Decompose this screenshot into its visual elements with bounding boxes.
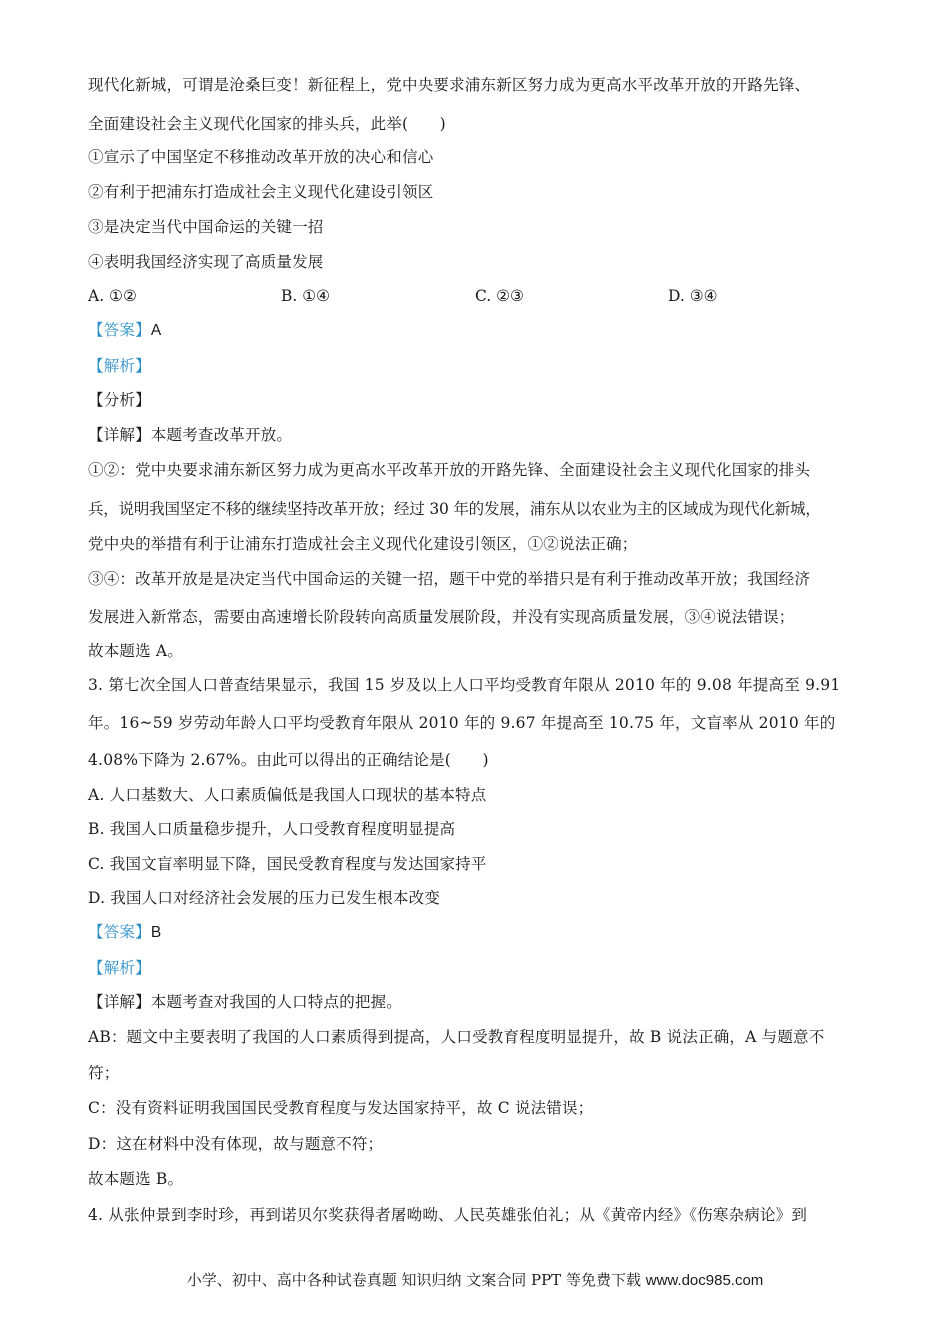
q3-detail-line-5: D：这在材料中没有体现，故与题意不符； — [88, 1135, 384, 1153]
q2-option-b: B. ①④ — [281, 287, 331, 305]
q2-detail-line-3: 兵，说明我国坚定不移的继续坚持改革开放；经过 30 年的发展，浦东从以农业为主的区域成为现代化新城， — [88, 500, 821, 518]
answer-tag: 【答案】 — [88, 321, 151, 339]
q2-item-4: ④表明我国经济实现了高质量发展 — [88, 253, 324, 271]
q2-detail-line-2: ①②：党中央要求浦东新区努力成为更高水平改革开放的开路先锋、全面建设社会主义现代化国家的排头 — [88, 461, 811, 479]
q2-option-a: A. ①② — [88, 287, 137, 305]
q2-analysis-tag: 【解析】 — [88, 357, 151, 375]
q2-detail-line-1: 【详解】本题考查改革开放。 — [88, 426, 293, 444]
q3-stem-line-3: 4.08%下降为 2.67%。由此可以得出的正确结论是( ) — [88, 751, 489, 769]
q3-conclusion: 故本题选 B。 — [88, 1170, 184, 1188]
q2-option-c: C. ②③ — [475, 287, 524, 305]
q2-conclusion: 故本题选 A。 — [88, 642, 184, 660]
q3-option-b: B. 我国人口质量稳步提升，人口受教育程度明显提高 — [88, 820, 456, 838]
q2-stem-line-2: 全面建设社会主义现代化国家的排头兵，此举( ) — [88, 115, 446, 133]
q3-option-c: C. 我国文盲率明显下降，国民受教育程度与发达国家持平 — [88, 855, 487, 873]
q2-detail-line-4: 党中央的举措有利于让浦东打造成社会主义现代化建设引领区，①②说法正确； — [88, 535, 638, 553]
q3-detail-line-4: C：没有资料证明我国国民受教育程度与发达国家持平，故 C 说法错误； — [88, 1099, 594, 1117]
answer-value: B — [150, 924, 162, 941]
q3-detail-line-1: 【详解】本题考查对我国的人口特点的把握。 — [88, 993, 403, 1011]
q2-fenxi-tag: 【分析】 — [88, 391, 151, 409]
q3-answer — [88, 921, 161, 944]
q3-detail-line-3: 符； — [88, 1064, 120, 1082]
q2-detail-line-6: 发展进入新常态，需要由高速增长阶段转向高质量发展阶段，并没有实现高质量发展，③④说法错误； — [88, 608, 795, 626]
answer-tag: 【答案】 — [88, 923, 151, 941]
page-footer — [0, 1269, 950, 1292]
q3-option-a: A. 人口基数大、人口素质偏低是我国人口现状的基本特点 — [88, 786, 487, 804]
q3-option-d: D. 我国人口对经济社会发展的压力已发生根本改变 — [88, 889, 441, 907]
q2-detail-line-5: ③④：改革开放是是决定当代中国命运的关键一招，题干中党的举措只是有利于推动改革开放；我国经济 — [88, 570, 811, 588]
q2-answer — [88, 319, 161, 342]
q2-item-2: ②有利于把浦东打造成社会主义现代化建设引领区 — [88, 183, 434, 201]
q4-stem-line-1: 4. 从张仲景到李时珍，再到诺贝尔奖获得者屠呦呦、人民英雄张伯礼；从《黄帝内经》《伤寒杂病论》到 — [88, 1206, 808, 1224]
q3-stem-line-1: 3. 第七次全国人口普查结果显示，我国 15 岁及以上人口平均受教育年限从 2010 年的 9.08 年提高至 9.91 — [88, 676, 841, 694]
footer-url: www.doc985.com — [645, 1272, 764, 1289]
q2-option-d: D. ③④ — [668, 287, 718, 305]
footer-text: 小学、初中、高中各种试卷真题 知识归纳 文案合同 PPT 等免费下载 — [186, 1271, 646, 1289]
q3-detail-line-2: AB：题文中主要表明了我国的人口素质得到提高，人口受教育程度明显提升，故 B 说法正确，A 与题意不 — [88, 1028, 825, 1046]
q3-analysis-tag: 【解析】 — [88, 959, 151, 977]
q2-stem-line-1: 现代化新城，可谓是沧桑巨变！新征程上，党中央要求浦东新区努力成为更高水平改革开放的开路先锋、 — [88, 76, 811, 94]
q2-item-3: ③是决定当代中国命运的关键一招 — [88, 218, 324, 236]
q3-stem-line-2: 年。16~59 岁劳动年龄人口平均受教育年限从 2010 年的 9.67 年提高至 10.75 年，文盲率从 2010 年的 — [88, 714, 836, 732]
answer-value: A — [150, 322, 162, 339]
q2-item-1: ①宣示了中国坚定不移推动改革开放的决心和信心 — [88, 148, 434, 166]
